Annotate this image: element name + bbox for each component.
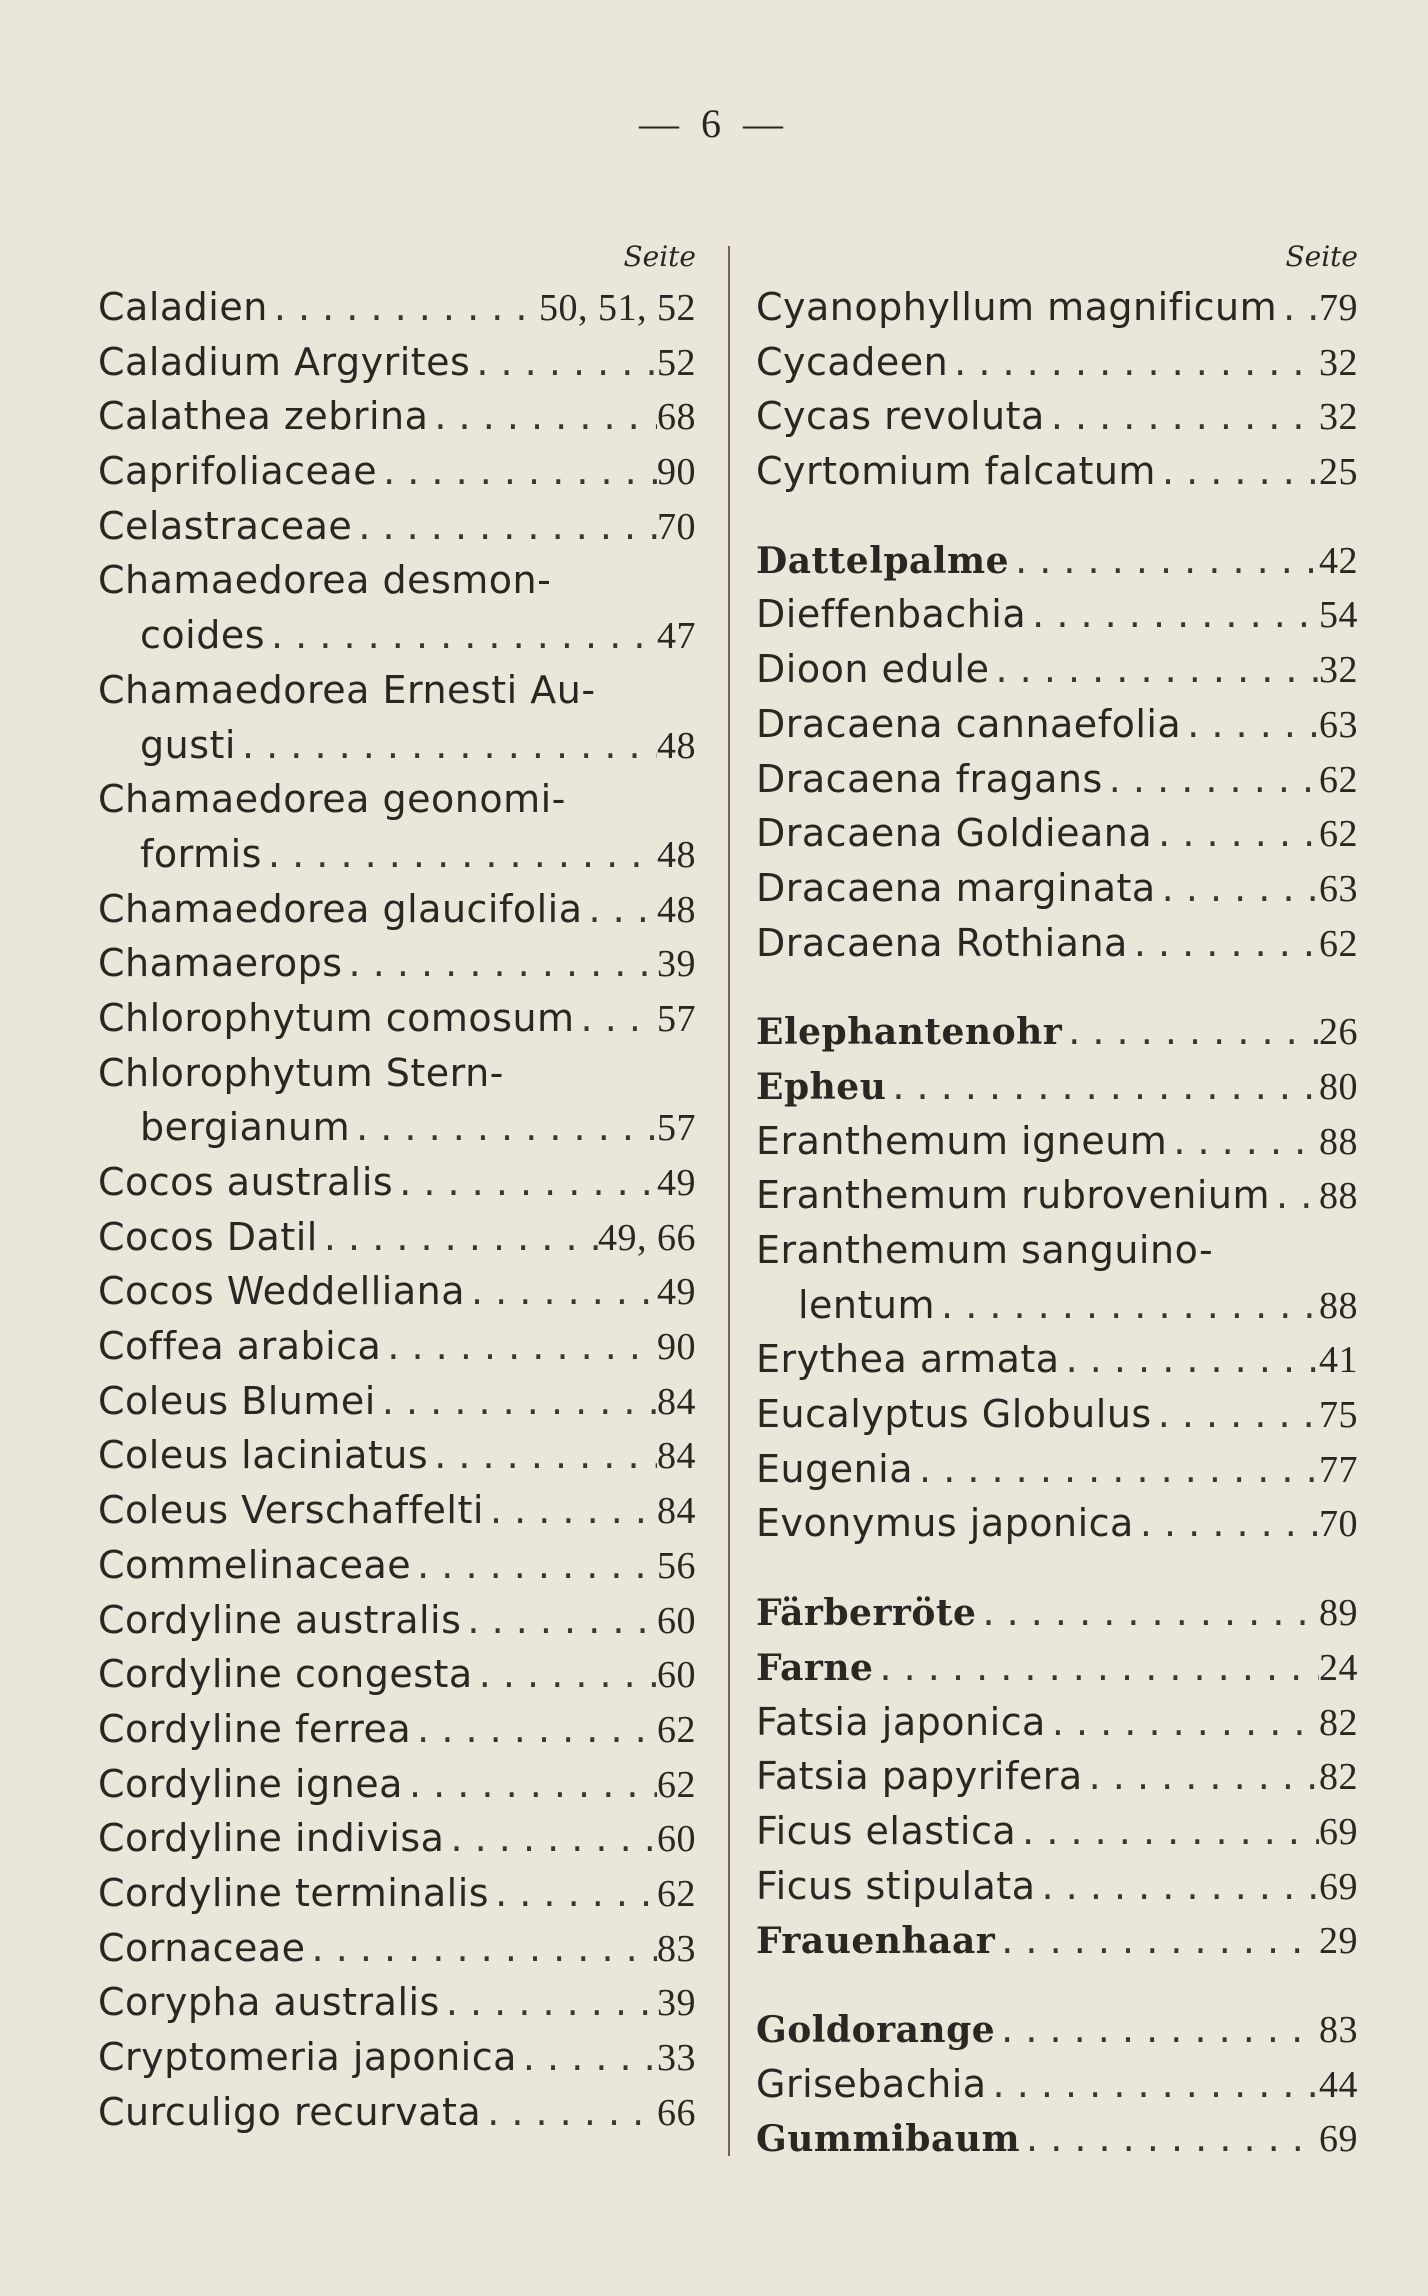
entry-name: Cyanophyllum magnificum (756, 285, 1278, 329)
entry-name: Grisebachia (756, 2061, 987, 2106)
dot-leader (1167, 1114, 1319, 1169)
entry-name: gusti (140, 722, 236, 767)
dot-leader (1270, 1168, 1319, 1223)
dot-leader (465, 1264, 657, 1319)
entry-pages: 48 (657, 833, 696, 876)
index-entry (98, 1702, 696, 1757)
index-entry (756, 1332, 1358, 1387)
index-entry (756, 1496, 1358, 1551)
index-entry (98, 444, 696, 499)
entry-pages: 62 (1319, 758, 1358, 801)
index-entry (98, 1975, 696, 2030)
dot-leader (990, 642, 1320, 697)
dot-leader (376, 1374, 657, 1429)
entry-name: Fatsia papyrifera (756, 1754, 1083, 1799)
entry-name: Färberröte (756, 1592, 977, 1635)
dot-leader (1009, 533, 1319, 588)
index-entry (98, 882, 696, 937)
index-entry (756, 587, 1358, 642)
entry-pages: 90 (657, 451, 696, 494)
index-entry (756, 1442, 1358, 1497)
entry-name: Evonymus japonica (756, 1501, 1134, 1546)
entry-name: Dracaena marginata (756, 865, 1156, 910)
dot-leader (262, 827, 657, 882)
dot-leader (411, 1538, 657, 1593)
column-divider (728, 246, 730, 2156)
entry-pages: 54 (1319, 594, 1358, 637)
index-entry (756, 1804, 1358, 1859)
dot-leader (377, 444, 657, 499)
entry-pages: 48 (657, 724, 696, 767)
entry-name: Cyrtomium falcatum (756, 449, 1156, 494)
dot-leader (948, 335, 1319, 390)
dot-leader (575, 991, 657, 1046)
entry-pages: 63 (1319, 703, 1358, 746)
index-entry (98, 772, 696, 827)
dot-leader (481, 2085, 657, 2140)
entry-pages: 77 (1319, 1448, 1358, 1491)
entry-pages: 50, 51, 52 (539, 287, 696, 329)
index-entry (756, 1004, 1358, 1059)
entry-pages: 49 (657, 1162, 696, 1204)
dot-leader (352, 499, 657, 554)
entry-name: Farne (756, 1646, 874, 1689)
entry-pages: 80 (1319, 1065, 1358, 1108)
entry-pages: 60 (657, 1599, 696, 1642)
entry-name: Coffea arabica (98, 1324, 382, 1369)
entry-pages: 60 (657, 1654, 696, 1697)
entry-pages: 82 (1319, 1701, 1358, 1744)
column-header: Seite (623, 240, 696, 273)
index-entry (756, 1585, 1358, 1640)
entry-pages: 24 (1319, 1646, 1358, 1689)
entry-name: Cocos Weddelliana (98, 1269, 465, 1314)
dot-leader (318, 1210, 598, 1265)
entry-name: Curculigo recurvata (98, 2089, 482, 2134)
entry-pages: 52 (657, 341, 696, 384)
index-entry (756, 533, 1358, 588)
index-entry (756, 1749, 1358, 1804)
entry-name: Fatsia japonica (756, 1699, 1046, 1744)
entry-pages: 29 (1319, 1920, 1358, 1963)
entry-name: Goldorange (756, 2008, 996, 2051)
index-entry (98, 1428, 696, 1483)
dot-leader (265, 608, 657, 663)
dot-leader (1020, 2111, 1319, 2166)
entry-name: Caprifoliaceae (98, 449, 378, 494)
dot-leader (444, 1811, 657, 1866)
entry-pages: 79 (1319, 287, 1358, 329)
dot-leader (913, 1442, 1319, 1497)
entry-name: Eranthemum sanguino- (756, 1228, 1214, 1272)
dot-leader (1036, 1859, 1320, 1914)
index-entry (98, 1210, 696, 1265)
dot-leader (403, 1757, 657, 1812)
index-entry (756, 1913, 1358, 1968)
index-entry (756, 1859, 1358, 1914)
entry-name: Dracaena Rothiana (756, 920, 1128, 965)
index-entry (756, 1387, 1358, 1442)
entry-name: Calathea zebrina (98, 394, 429, 439)
index-entry (98, 608, 696, 663)
entry-name: Dattelpalme (756, 539, 1010, 582)
index-entry (756, 806, 1358, 861)
dot-leader (886, 1059, 1319, 1114)
entry-pages: 56 (657, 1544, 696, 1587)
entry-pages: 41 (1319, 1339, 1358, 1382)
dot-leader (1156, 444, 1319, 499)
entry-name: Cordyline ignea (98, 1761, 403, 1806)
entry-pages: 89 (1319, 1592, 1358, 1635)
index-entry (98, 991, 696, 1046)
entry-name: Chamaedorea glaucifolia (98, 886, 583, 931)
index-entry (756, 389, 1358, 444)
index-entry (756, 1168, 1358, 1223)
entry-pages: 47 (657, 615, 696, 658)
entry-pages: 25 (1319, 451, 1358, 494)
entry-pages: 66 (657, 2091, 696, 2134)
index-entry (98, 718, 696, 773)
index-entry (756, 752, 1358, 807)
dot-leader (411, 1702, 657, 1757)
index-entry (98, 280, 696, 335)
section-gap (756, 1968, 1358, 2002)
dot-leader (1152, 1387, 1319, 1442)
entry-pages: 57 (657, 997, 696, 1040)
entry-name: Eranthemum rubrovenium (756, 1173, 1271, 1218)
dot-leader (1083, 1749, 1319, 1804)
entry-pages: 84 (657, 1490, 696, 1533)
dot-leader (1128, 916, 1319, 971)
entry-pages: 69 (1319, 1810, 1358, 1853)
dot-leader (428, 1428, 657, 1483)
dot-leader (1181, 697, 1319, 752)
entry-name: Dioon edule (756, 647, 990, 692)
entry-name: Cornaceae (98, 1925, 306, 1970)
entry-pages: 57 (657, 1107, 696, 1150)
entry-pages: 49 (657, 1271, 696, 1314)
index-entry (98, 1647, 696, 1702)
entry-name: Chamaedorea Ernesti Au- (98, 667, 596, 712)
entry-pages: 84 (657, 1380, 696, 1423)
entry-name: Dracaena cannaefolia (756, 701, 1182, 746)
entry-name: Cryptomeria japonica (98, 2035, 517, 2079)
entry-pages: 49, 66 (598, 1216, 696, 1259)
entry-name: Cordyline ferrea (98, 1706, 412, 1751)
dot-leader (517, 2030, 657, 2085)
dot-leader (306, 1921, 657, 1976)
entry-name: Gummibaum (756, 2118, 1021, 2161)
entry-name: Ficus stipulata (756, 1863, 1036, 1908)
index-column-left (98, 240, 696, 2139)
dot-leader (473, 1647, 657, 1702)
entry-name: Chamaedorea desmon- (98, 558, 552, 603)
index-entry (98, 499, 696, 554)
entry-pages: 62 (1319, 922, 1358, 965)
index-entry (756, 1695, 1358, 1750)
entry-name: Cocos Datil (98, 1214, 318, 1259)
index-entry (98, 389, 696, 444)
entry-pages: 69 (1319, 2118, 1358, 2161)
entry-name: Cordyline australis (98, 1597, 462, 1642)
entry-pages: 32 (1319, 649, 1358, 692)
dot-leader (995, 2002, 1319, 2057)
entry-pages: 62 (657, 1763, 696, 1806)
entry-name: Corypha australis (98, 1980, 440, 2025)
entry-name: Coleus Blumei (98, 1378, 376, 1423)
dot-leader (1152, 806, 1319, 861)
dot-leader (1277, 280, 1319, 335)
index-entry (756, 1059, 1358, 1114)
entry-name: Cordyline terminalis (98, 1870, 490, 1915)
index-entry (98, 1593, 696, 1648)
index-entry (756, 2057, 1358, 2112)
dot-leader (484, 1483, 657, 1538)
entry-pages: 62 (657, 1872, 696, 1915)
entry-name: Dracaena fragans (756, 756, 1103, 801)
section-gap (756, 499, 1358, 533)
dot-leader (935, 1278, 1319, 1333)
entry-pages: 68 (657, 396, 696, 439)
index-column-right (756, 240, 1358, 2166)
entry-name: Coleus Verschaffelti (98, 1488, 484, 1533)
entry-list (756, 280, 1358, 2166)
entry-name: Dieffenbachia (756, 592, 1027, 637)
index-entry (98, 1046, 696, 1101)
index-entry (756, 444, 1358, 499)
index-entry (98, 1155, 696, 1210)
entry-name: Eucalyptus Globulus (756, 1392, 1152, 1437)
entry-pages: 62 (657, 1708, 696, 1751)
entry-name: Coleus laciniatus (98, 1433, 429, 1478)
dot-leader (1045, 389, 1319, 444)
dot-leader (976, 1585, 1319, 1640)
entry-pages: 88 (1319, 1284, 1358, 1327)
entry-name: Cycadeen (756, 339, 949, 384)
entry-pages: 32 (1319, 341, 1358, 384)
index-entry (98, 1319, 696, 1374)
dot-leader (1156, 861, 1319, 916)
index-entry (756, 916, 1358, 971)
dot-leader (987, 2057, 1319, 2112)
entry-pages: 39 (657, 943, 696, 986)
entry-pages: 63 (1319, 867, 1358, 910)
entry-pages: 44 (1319, 2063, 1358, 2106)
entry-pages: 60 (657, 1818, 696, 1861)
entry-name: Caladien (98, 285, 268, 329)
entry-pages: 69 (1319, 1865, 1358, 1908)
index-entry (98, 1538, 696, 1593)
index-entry (756, 1640, 1358, 1695)
index-entry (98, 936, 696, 991)
entry-pages: 82 (1319, 1756, 1358, 1799)
index-entry (98, 2085, 696, 2140)
dot-leader (268, 280, 539, 335)
index-entry (98, 1374, 696, 1429)
entry-name: Cocos australis (98, 1160, 394, 1204)
index-entry (756, 2002, 1358, 2057)
entry-name: Celastraceae (98, 503, 353, 548)
entry-name: Frauenhaar (756, 1920, 996, 1963)
entry-name: Chamaedorea geonomi- (98, 777, 566, 822)
entry-pages: 39 (657, 1982, 696, 2025)
entry-name: Eranthemum igneum (756, 1118, 1168, 1163)
index-entry (756, 2111, 1358, 2166)
index-entry (98, 663, 696, 718)
dot-leader (236, 718, 657, 773)
index-entry (98, 1264, 696, 1319)
dot-leader (381, 1319, 657, 1374)
entry-name: Erythea armata (756, 1337, 1060, 1382)
index-entry (98, 1483, 696, 1538)
entry-pages: 70 (657, 505, 696, 548)
index-entry (98, 1811, 696, 1866)
dot-leader (1016, 1804, 1319, 1859)
dot-leader (343, 936, 657, 991)
column-header: Seite (1285, 240, 1358, 273)
index-entry (756, 1223, 1358, 1278)
entry-pages: 33 (657, 2037, 696, 2079)
entry-pages: 32 (1319, 396, 1358, 439)
index-entry (756, 280, 1358, 335)
entry-name: formis (140, 831, 262, 876)
entry-name: Eugenia (756, 1446, 914, 1491)
entry-name: Dracaena Goldieana (756, 811, 1153, 856)
entry-pages: 88 (1319, 1120, 1358, 1163)
dot-leader (873, 1640, 1319, 1695)
dot-leader (583, 882, 657, 937)
index-entry (98, 1100, 696, 1155)
dot-leader (428, 389, 657, 444)
entry-name: Cycas revoluta (756, 394, 1045, 439)
entry-list (98, 280, 696, 2139)
entry-pages: 90 (657, 1326, 696, 1369)
entry-pages: 83 (1319, 2008, 1358, 2051)
entry-name: Chamaerops (98, 941, 343, 986)
section-gap (756, 970, 1358, 1004)
index-entry (756, 697, 1358, 752)
dot-leader (1134, 1496, 1319, 1551)
entry-pages: 62 (1319, 813, 1358, 856)
entry-pages: 83 (657, 1927, 696, 1970)
index-entry (98, 1921, 696, 1976)
dot-leader (440, 1975, 657, 2030)
entry-name: Cordyline congesta (98, 1652, 473, 1697)
entry-name: Chlorophytum comosum (98, 995, 575, 1040)
dot-leader (995, 1913, 1319, 1968)
entry-name: Commelinaceae (98, 1542, 412, 1587)
dot-leader (461, 1593, 657, 1648)
index-entry (756, 1114, 1358, 1169)
entry-pages: 88 (1319, 1175, 1358, 1218)
dot-leader (489, 1866, 657, 1921)
dot-leader (1062, 1004, 1319, 1059)
index-entry (756, 861, 1358, 916)
entry-pages: 42 (1319, 539, 1358, 582)
dot-leader (1060, 1332, 1319, 1387)
dot-leader (393, 1155, 657, 1210)
dot-leader (1026, 587, 1319, 642)
section-gap (756, 1551, 1358, 1585)
entry-name: Chlorophytum Stern- (98, 1050, 504, 1095)
dot-leader (1046, 1695, 1319, 1750)
entry-name: Epheu (756, 1065, 887, 1108)
index-entry (756, 335, 1358, 390)
index-entry (98, 1757, 696, 1812)
dot-leader (350, 1100, 657, 1155)
entry-pages: 84 (657, 1435, 696, 1478)
entry-name: Ficus elastica (756, 1808, 1017, 1853)
index-entry (98, 827, 696, 882)
entry-name: Elephantenohr (756, 1011, 1063, 1054)
index-entry (756, 1278, 1358, 1333)
index-entry (98, 553, 696, 608)
dot-leader (470, 335, 657, 390)
entry-pages: 75 (1319, 1394, 1358, 1437)
entry-name: lentum (798, 1282, 936, 1327)
dot-leader (1103, 752, 1319, 807)
index-entry (756, 642, 1358, 697)
index-entry (98, 2030, 696, 2085)
entry-name: Cordyline indivisa (98, 1816, 445, 1861)
entry-name: Caladium Argyrites (98, 339, 471, 384)
page-number: — 6 — (639, 101, 789, 146)
entry-pages: 70 (1319, 1503, 1358, 1546)
index-entry (98, 335, 696, 390)
entry-name: bergianum (140, 1105, 351, 1150)
entry-pages: 26 (1319, 1011, 1358, 1054)
entry-name: coides (140, 613, 265, 658)
entry-pages: 48 (657, 888, 696, 931)
index-entry (98, 1866, 696, 1921)
